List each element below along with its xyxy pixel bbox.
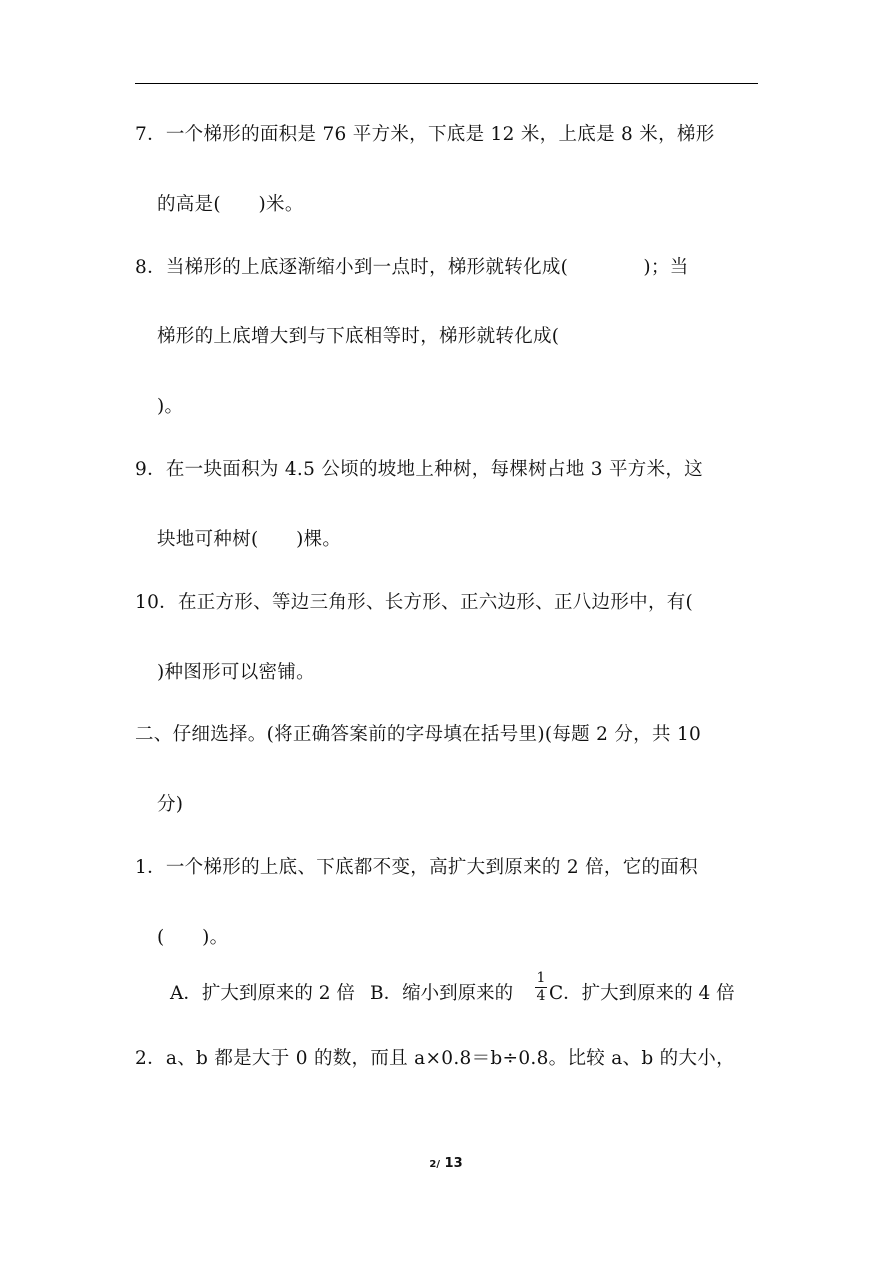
question-10-line-2: )种图形可以密铺。 [157, 662, 315, 683]
question-8-line-3: )。 [157, 396, 184, 417]
question-7-line-2: 的高是( )米。 [157, 194, 304, 215]
question-8-line-2: 梯形的上底增大到与下底相等时，梯形就转化成( [157, 326, 560, 347]
question-10-line-1: 10．在正方形、等边三角形、长方形、正六边形、正八边形中，有( [135, 592, 694, 613]
section-2-heading-line-2: 分) [157, 794, 184, 815]
question-7-line-1: 7．一个梯形的面积是 76 平方米，下底是 12 米，上底是 8 米，梯形 [135, 124, 715, 145]
fraction-denominator: 4 [536, 988, 546, 1004]
page-total: 13 [444, 1156, 463, 1171]
section-2-heading-line-1: 二、仔细选择。(将正确答案前的字母填在括号里)(每题 2 分，共 10 [135, 724, 702, 745]
fraction-one-quarter [535, 971, 547, 1003]
option-b: B．缩小到原来的 [370, 983, 514, 1004]
choice-1-line-1: 1．一个梯形的上底、下底都不变，高扩大到原来的 2 倍，它的面积 [135, 857, 698, 878]
page-current: 2/ [429, 1159, 440, 1170]
fraction-numerator: 1 [536, 970, 546, 986]
header-rule [135, 83, 758, 84]
page-number [0, 1156, 892, 1171]
choice-2-line-1: 2．a、b 都是大于 0 的数，而且 a×0.8＝b÷0.8。比较 a、b 的大小， [135, 1048, 735, 1069]
question-8-line-1: 8．当梯形的上底逐渐缩小到一点时，梯形就转化成( )；当 [135, 257, 689, 278]
option-c: C．扩大到原来的 4 倍 [549, 983, 735, 1004]
question-9-line-1: 9．在一块面积为 4.5 公顷的坡地上种树，每棵树占地 3 平方米，这 [135, 459, 703, 480]
question-9-line-2: 块地可种树( )棵。 [157, 529, 342, 550]
option-a: A．扩大到原来的 2 倍 [170, 983, 355, 1004]
choice-1-line-2: ( )。 [157, 927, 229, 948]
